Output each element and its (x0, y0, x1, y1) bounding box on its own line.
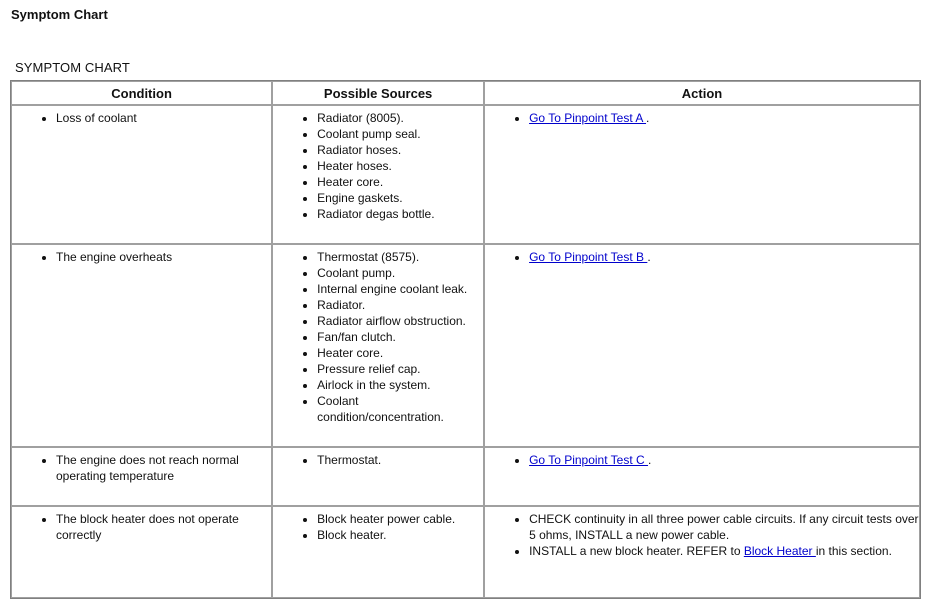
symptom-table (10, 80, 921, 599)
action-item (529, 452, 919, 468)
symptom-chart-heading: SYMPTOM CHART (15, 60, 130, 75)
action-cell (484, 105, 920, 244)
table-row (11, 447, 920, 506)
action-item: • CHECK continuity in all three power cable circuits. If any circuit tests over 5 ohms, INSTALL a new power cable. (529, 511, 919, 543)
sources-list (273, 511, 483, 543)
action-text: in this section. (815, 544, 892, 558)
sources-cell (272, 105, 484, 244)
source-item: • Coolant pump. (317, 265, 483, 281)
action-text: INSTALL a new block heater. REFER to (529, 544, 744, 558)
page-title: Symptom Chart (11, 7, 108, 22)
source-item: • Engine gaskets. (317, 190, 483, 206)
action-cell (484, 506, 920, 598)
source-item: • Radiator airflow obstruction. (317, 313, 483, 329)
action-suffix: . (646, 111, 650, 125)
source-item: • Fan/fan clutch. (317, 329, 483, 345)
condition-cell (11, 506, 272, 598)
action-item (529, 110, 919, 126)
sources-list (273, 452, 483, 468)
action-suffix: . (647, 250, 651, 264)
source-item: • Pressure relief cap. (317, 361, 483, 377)
source-item: • Airlock in the system. (317, 377, 483, 393)
condition-list (12, 452, 271, 484)
sources-cell (272, 506, 484, 598)
source-item: • Internal engine coolant leak. (317, 281, 483, 297)
condition-cell (11, 447, 272, 506)
source-item: • Block heater power cable. (317, 511, 483, 527)
action-cell (484, 244, 920, 447)
sources-cell (272, 447, 484, 506)
source-item: • Block heater. (317, 527, 483, 543)
condition-cell (11, 244, 272, 447)
action-cell (484, 447, 920, 506)
condition-item: • The engine does not reach normal operating temperature (56, 452, 271, 484)
sources-list (273, 249, 483, 425)
source-item: • Radiator. (317, 297, 483, 313)
source-item: • Thermostat. (317, 452, 483, 468)
condition-list (12, 110, 271, 126)
source-item: • Coolant condition/concentration. (317, 393, 483, 425)
source-item: • Radiator degas bottle. (317, 206, 483, 222)
possible-sources-header: Possible Sources (272, 81, 484, 105)
source-item: • Heater hoses. (317, 158, 483, 174)
block-heater-link[interactable]: Block Heater (743, 544, 816, 558)
source-item: • Heater core. (317, 345, 483, 361)
source-item: • Radiator (8005). (317, 110, 483, 126)
pinpoint-test-b-link[interactable]: Go To Pinpoint Test B (529, 250, 648, 264)
condition-list (12, 511, 271, 543)
sources-list (273, 110, 483, 222)
source-item: • Thermostat (8575). (317, 249, 483, 265)
condition-header: Condition (11, 81, 272, 105)
condition-item: • The engine overheats (56, 249, 271, 265)
condition-list (12, 249, 271, 265)
condition-item: • The block heater does not operate correctly (56, 511, 271, 543)
table-header-row (11, 81, 920, 105)
condition-item: • Loss of coolant (56, 110, 271, 126)
action-list (485, 249, 919, 265)
sources-cell (272, 244, 484, 447)
table-row (11, 105, 920, 244)
action-suffix: . (648, 453, 652, 467)
table-row (11, 506, 920, 598)
action-list (485, 511, 919, 559)
action-list (485, 452, 919, 468)
source-item: • Coolant pump seal. (317, 126, 483, 142)
condition-cell (11, 105, 272, 244)
action-list (485, 110, 919, 126)
source-item: • Radiator hoses. (317, 142, 483, 158)
pinpoint-test-a-link[interactable]: Go To Pinpoint Test A (529, 111, 647, 125)
action-item (529, 543, 919, 559)
action-item (529, 249, 919, 265)
pinpoint-test-c-link[interactable]: Go To Pinpoint Test C (529, 453, 649, 467)
action-header: Action (484, 81, 920, 105)
source-item: • Heater core. (317, 174, 483, 190)
table-row (11, 244, 920, 447)
